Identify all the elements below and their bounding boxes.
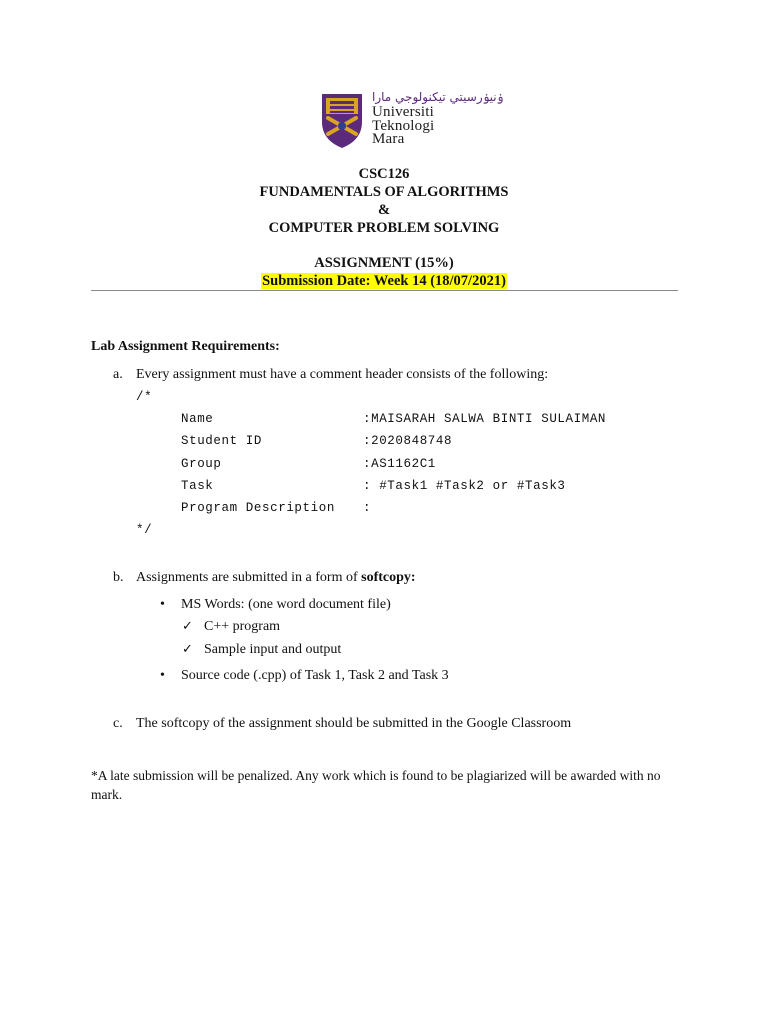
item-b-text: [136, 570, 416, 586]
submission-date-text: Submission Date: Week 14 (18/07/2021): [262, 273, 506, 289]
field-label-program-description: Program Description: [181, 501, 335, 515]
late-submission-note: *A late submission will be penalized. Any work which is found to be plagiarized will be awarded with no: [91, 768, 661, 783]
item-a-text: Every assignment must have a comment header consists of the following:: [136, 367, 549, 382]
item-b-text-prefix: Assignments are submitted in a form of: [136, 570, 362, 585]
logo-line-mara: Mara: [372, 131, 405, 147]
check-sample-io: Sample input and output: [204, 642, 342, 657]
field-value-name: :MAISARAH SALWA BINTI SULAIMAN: [363, 412, 607, 426]
divider: [91, 290, 678, 291]
bullet-ms-words: MS Words: (one word document file): [181, 597, 391, 612]
uitm-crest-icon: [318, 92, 366, 150]
check-cpp-program: C++ program: [204, 619, 281, 634]
field-value-program-description: :: [363, 501, 372, 515]
bullet-icon: •: [160, 668, 165, 683]
item-b-text-bold: softcopy:: [361, 570, 416, 585]
assignment-weight: ASSIGNMENT (15%): [314, 255, 454, 271]
course-code: CSC126: [358, 166, 410, 182]
field-label-task: Task: [181, 479, 214, 493]
item-c-text: The softcopy of the assignment should be submitted in the Google Classroom: [136, 716, 572, 731]
field-value-student-id: :2020848748: [363, 434, 453, 448]
field-value-task: : #Task1 #Task2 or #Task3: [363, 479, 566, 493]
logo-line-teknologi: Teknologi: [372, 117, 435, 134]
field-label-group: Group: [181, 457, 222, 471]
field-label-name: Name: [181, 412, 214, 426]
item-c-marker: c.: [113, 716, 123, 731]
bullet-source-code: Source code (.cpp) of Task 1, Task 2 and Task 3: [181, 668, 449, 683]
comment-close: */: [136, 523, 153, 537]
checkmark-icon: ✓: [182, 619, 193, 634]
late-submission-note-cont: mark.: [91, 787, 123, 802]
logo-line-universiti: Universiti: [372, 104, 434, 120]
logo-jawi-text: ۏنيۏرسيتي تيكنولوجي مارا: [372, 90, 504, 104]
comment-open: /*: [136, 390, 153, 404]
course-title-amp: &: [377, 202, 391, 218]
item-b-marker: b.: [113, 570, 124, 585]
bullet-icon: •: [160, 597, 165, 612]
checkmark-icon: ✓: [182, 642, 193, 657]
submission-date: [0, 273, 768, 290]
item-a-marker: a.: [113, 367, 123, 382]
course-title-line1: FUNDAMENTALS OF ALGORITHMS: [259, 184, 509, 200]
course-title-line2: COMPUTER PROBLEM SOLVING: [268, 220, 500, 236]
requirements-heading: Lab Assignment Requirements:: [91, 339, 280, 354]
field-value-group: :AS1162C1: [363, 457, 436, 471]
field-label-student-id: Student ID: [181, 434, 263, 448]
logo-wordmark: [372, 106, 434, 147]
